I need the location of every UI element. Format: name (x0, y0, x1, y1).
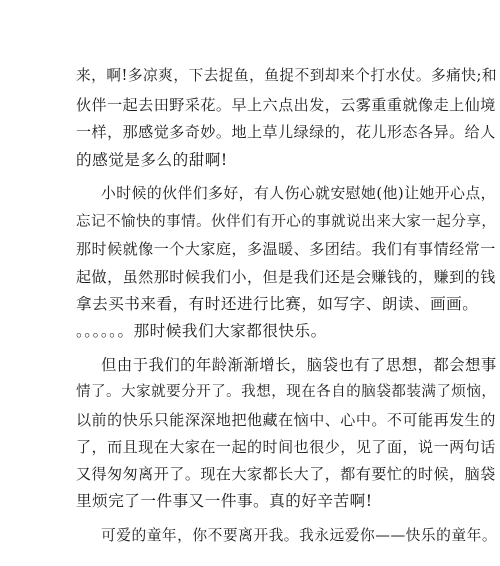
paragraph-line: 伙伴一起去田野采花。早上六点出发，云雾重重就像走上仙境 (76, 96, 496, 114)
paragraph-line: 忘记不愉快的事情。伙伴们有开心的事就说出来大家一起分享， (76, 214, 497, 230)
paragraph-line: 以前的快乐只能深深地把他藏在恼中、心中。不可能再发生的 (76, 411, 496, 429)
paragraph-line: 了，而且现在大家在一起的时间也很少，见了面，说一两句话 (76, 438, 496, 456)
paragraph-line: 可爱的童年，你不要离开我。我永远爱你——快乐的童年。 (101, 527, 498, 544)
paragraph-line: 拿去买书来看，有时还进行比赛，如写字、朗读、画画。 (76, 295, 479, 313)
paragraph-line: 但由于我们的年龄渐渐增长，脑袋也有了思想，都会想事 (101, 356, 497, 374)
paragraph-line: 的感觉是多么的甜啊! (76, 151, 228, 169)
paragraph-line: 一样，那感觉多奇妙。地上草儿绿绿的，花儿形态各异。给人 (76, 123, 496, 141)
paragraph-line: 里烦完了一件事又一件事。真的好辛苦啊! (76, 492, 373, 510)
paragraph-line: 起做，虽然那时候我们小，但是我们还是会赚钱的，赚到的钱 (76, 268, 496, 286)
paragraph-line: 情了。大家就要分开了。我想，现在各自的脑袋都装满了烦恼， (76, 384, 497, 400)
paragraph-line: 小时候的伙伴们多好，有人伤心就安慰她(他)让她开心点， (101, 185, 496, 202)
paragraph-line: 来，啊!多凉爽，下去捉鱼，鱼捉不到却来个打水仗。多痛快;和 (76, 67, 498, 84)
paragraph-line: 又得匆匆离开了。现在大家都长大了，都有要忙的时候，脑袋 (76, 465, 496, 483)
paragraph-line: 那时候就像一个大家庭，多温暖、多团结。我们有事情经常一 (76, 240, 496, 258)
paragraph-line: 。。。。。。那时候我们大家都很快乐。 (76, 322, 327, 340)
